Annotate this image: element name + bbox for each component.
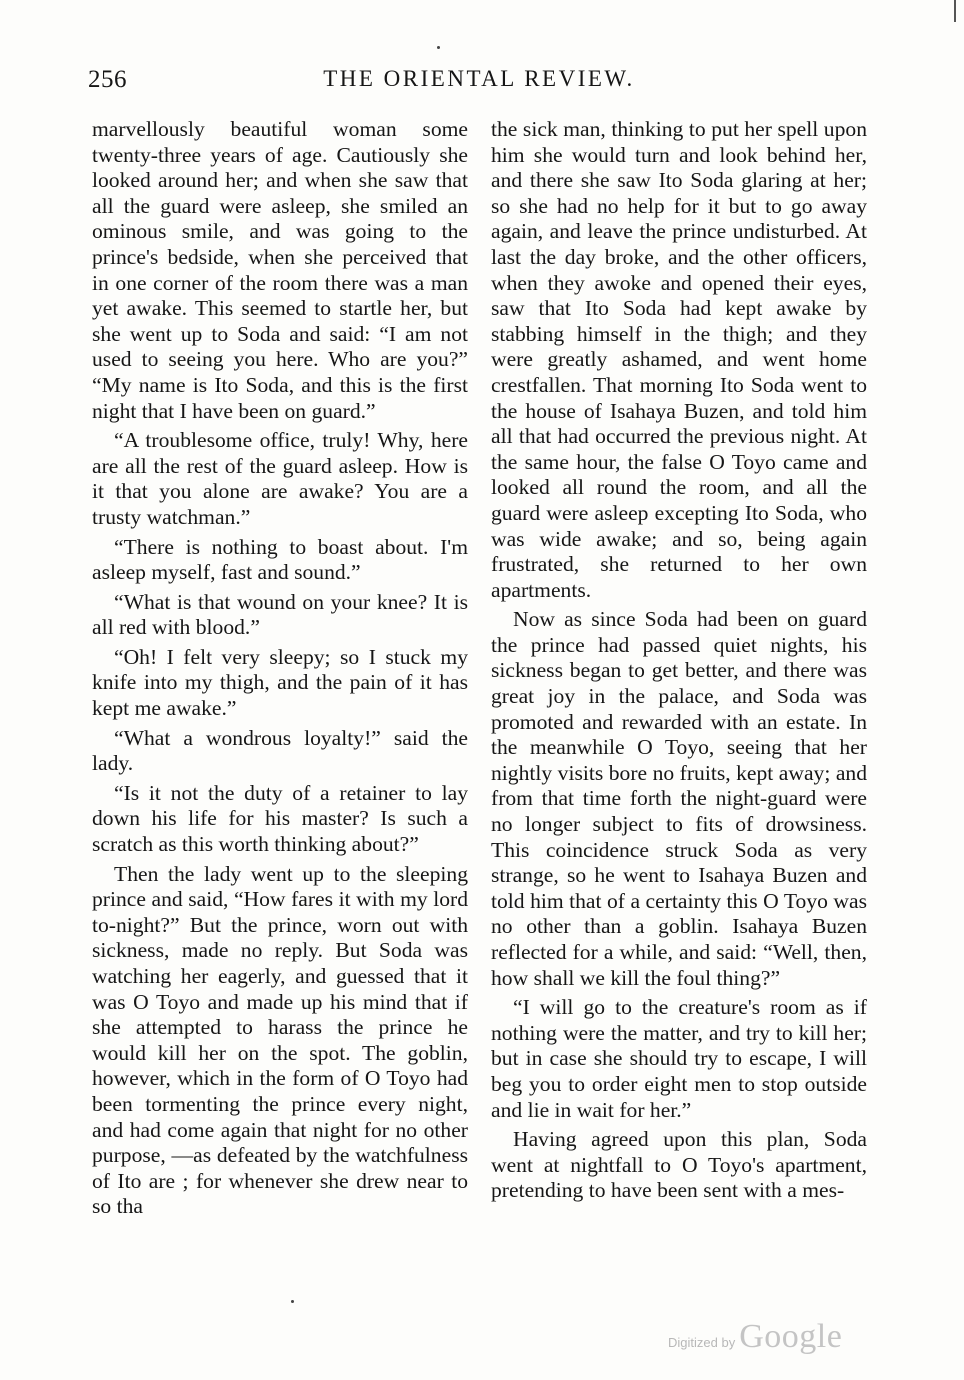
paragraph: the sick man, thinking to put her spell upon him she would turn and look behind her, and there she saw Ito Soda glaring at her; so she had no help for it but to go away again, and leave the prince undisturbed. At last the day broke, and the other officers, when they awoke and opened their eyes, saw that Ito Soda had kept awake by stabbing himself in the thigh; and they were greatly ashamed, and went home crestfallen. That morning Ito Soda went to the house of Isahaya Buzen, and told him all that had occurred the previous night. At the same hour, the false O Toyo came and looked all round the room, and all the guard were asleep excepting Ito Soda, who was wide awake; and so, being again frustrated, she returned to her own apartments. — [491, 117, 867, 602]
running-title: THE ORIENTAL REVIEW. — [323, 66, 635, 91]
paragraph: marvellously beautiful woman some twenty-three years of age. Cautiously she looked around her; and when she saw that all the guard were asleep, she smiled an ominous smile, and was going to the prince's bedside, when she perceived that in one corner of the room there was a man yet awake. This seemed to startle her, but she went up to Soda and said: “I am not used to seeing you here. Who are you?” “My name is Ito Soda, and this is the first night that I have been on guard.” — [92, 117, 468, 423]
right-text-column — [491, 117, 867, 1208]
scan-speck — [291, 1300, 294, 1303]
paragraph: “I will go to the creature's room as if nothing were the matter, and try to kill her; but in case she should try to escape, I will beg you to order eight men to stop outside and lie in wait for her.” — [491, 995, 867, 1122]
google-logo: Google — [739, 1318, 843, 1355]
page-header — [88, 66, 870, 100]
paragraph: Now as since Soda had been on guard the prince had passed quiet nights, his sickness began to get better, and there was great joy in the palace, and Soda was promoted and rewarded with an estate. In the meanwhile O Toyo, seeing that her nightly visits bore no fruits, kept away; and from that time forth the night-guard were no longer subject to fits of drowsiness. This coincidence struck Soda as very strange, so he went to Isahaya Buzen and told him that of a certainty this O Toyo was no other than a goblin. Isahaya Buzen reflected for a while, and said: “Well, then, how shall we kill the foul thing?” — [491, 607, 867, 990]
digitized-watermark — [668, 1318, 842, 1356]
paragraph: “There is nothing to boast about. I'm asleep myself, fast and sound.” — [92, 534, 468, 585]
paragraph: “A troublesome office, truly! Why, here are all the rest of the guard asleep. How is it that you alone are awake? You are a trusty watchman.” — [92, 428, 468, 529]
scan-speck — [437, 46, 440, 49]
digitized-by-text: Digitized by — [668, 1335, 736, 1350]
page-number: 256 — [88, 66, 127, 93]
paragraph: “Is it not the duty of a retainer to lay down his life for his master? Is such a scratch as this worth thinking about?” — [92, 780, 468, 857]
paragraph: “What is that wound on your knee? It is all red with blood.” — [92, 589, 468, 640]
paragraph: “What a wondrous loyalty!” said the lady. — [92, 725, 468, 776]
paragraph: Then the lady went up to the sleeping prince and said, “How fares it with my lord to-night?” But the prince, worn out with sickness, made no reply. But Soda was watching her eagerly, and guessed that it was O Toyo and made up his mind that if she attempted to harass the prince he would kill her on the spot. The goblin, however, which in the form of O Toyo had been tormenting the prince every night, and had come again that night for no other purpose, —as defeated by the watchfulness of Ito are ; for whenever she drew near to so tha — [92, 861, 468, 1219]
paragraph: “Oh! I felt very sleepy; so I stuck my knife into my thigh, and the pain of it has kept me awake.” — [92, 644, 468, 721]
paragraph: Having agreed upon this plan, Soda went at nightfall to O Toyo's apartment, pretending to have been sent with a mes- — [491, 1127, 867, 1203]
scan-edge-line — [954, 0, 956, 22]
left-text-column — [92, 117, 468, 1224]
